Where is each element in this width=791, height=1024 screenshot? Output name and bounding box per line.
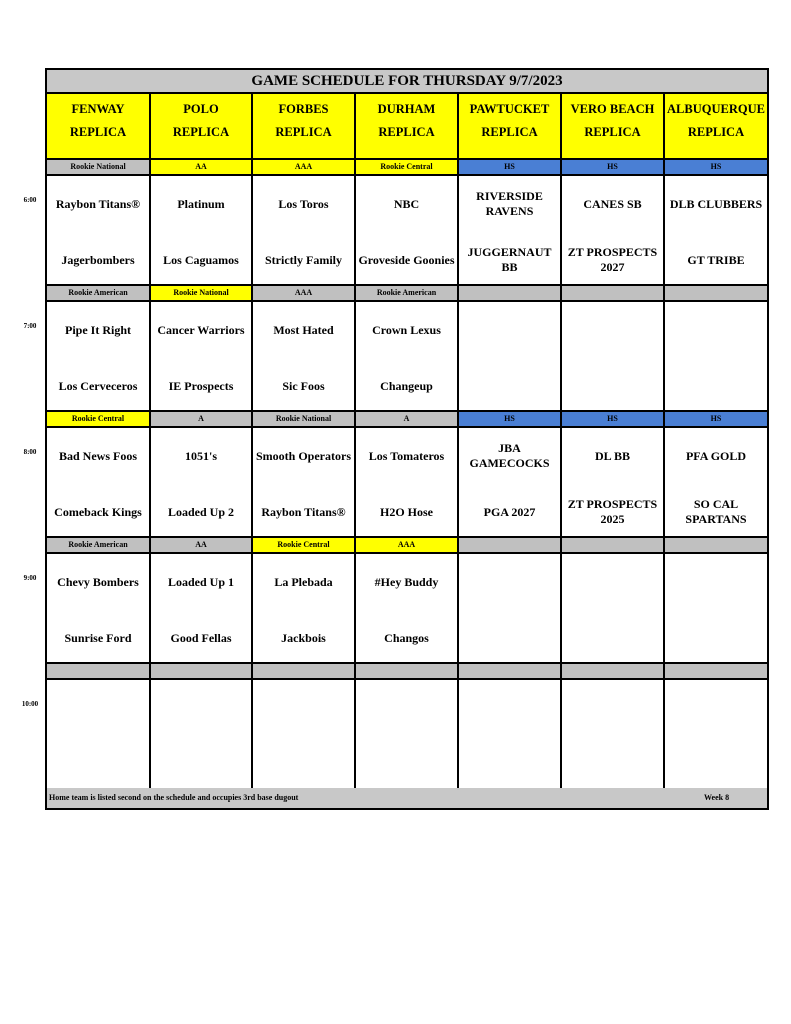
home-team	[459, 618, 560, 658]
home-team: Jagerbombers	[61, 252, 135, 267]
game-cell	[459, 302, 562, 410]
field-name: POLO	[183, 102, 219, 116]
game-cell	[665, 176, 767, 284]
division-label: HS	[562, 412, 665, 426]
away-team: PFA GOLD	[685, 448, 747, 463]
time-label: 10:00	[21, 700, 39, 708]
division-label: Rookie National	[47, 160, 151, 174]
home-team: Los Caguamos	[163, 252, 239, 267]
division-label	[459, 664, 562, 678]
away-team	[459, 688, 560, 728]
division-row	[47, 412, 767, 428]
field-name: ALBUQUERQUE	[667, 102, 765, 116]
division-label	[151, 664, 253, 678]
time-label: 9:00	[23, 574, 37, 582]
division-row	[47, 664, 767, 680]
division-label: Rookie National	[151, 286, 253, 300]
game-cell	[356, 680, 459, 788]
game-row	[47, 428, 767, 538]
division-label: Rookie Central	[253, 538, 356, 552]
field-name: FENWAY	[71, 102, 125, 116]
game-cell	[459, 680, 562, 788]
game-row	[47, 554, 767, 664]
game-cell	[356, 554, 459, 662]
game-cell	[665, 680, 767, 788]
home-team	[665, 744, 767, 784]
game-cell	[562, 302, 665, 410]
away-team: NBC	[393, 196, 420, 211]
field-header	[562, 94, 665, 158]
home-team	[459, 744, 560, 784]
away-team: 1051's	[184, 448, 217, 463]
division-label	[562, 664, 665, 678]
time-label: 6:00	[23, 196, 37, 204]
home-team: PGA 2027	[483, 504, 536, 519]
game-cell	[253, 554, 356, 662]
field-header	[151, 94, 253, 158]
division-row	[47, 538, 767, 554]
division-row	[47, 160, 767, 176]
game-cell	[47, 302, 151, 410]
home-team	[459, 366, 560, 406]
away-team: #Hey Buddy	[374, 574, 439, 589]
game-cell	[151, 176, 253, 284]
home-team	[665, 618, 767, 658]
home-team: Jackbois	[281, 630, 326, 645]
home-team	[253, 744, 354, 784]
game-cell	[665, 428, 767, 536]
home-team	[665, 366, 767, 406]
away-team	[459, 310, 560, 350]
home-team	[562, 618, 663, 658]
week-label: Week 8	[704, 793, 730, 802]
page-title: GAME SCHEDULE FOR THURSDAY 9/7/2023	[47, 70, 767, 94]
away-team	[47, 688, 149, 728]
away-team: DLB CLUBBERS	[669, 196, 763, 211]
field-header-row	[47, 94, 767, 160]
home-team: Raybon Titans®	[261, 504, 346, 519]
game-row	[47, 176, 767, 286]
field-name: FORBES	[278, 102, 329, 116]
division-label: Rookie National	[253, 412, 356, 426]
game-cell	[562, 554, 665, 662]
home-team: Sunrise Ford	[64, 630, 132, 645]
away-team: Crown Lexus	[372, 322, 441, 337]
away-team: Pipe It Right	[65, 322, 131, 337]
division-label	[562, 286, 665, 300]
home-team	[47, 744, 149, 784]
away-team: La Plebada	[274, 574, 333, 589]
home-team: Los Cerveceros	[58, 378, 138, 393]
division-label: HS	[459, 412, 562, 426]
away-team: Raybon Titans®	[55, 196, 141, 211]
division-label: A	[151, 412, 253, 426]
division-label: AA	[151, 538, 253, 552]
game-cell	[356, 302, 459, 410]
home-team: Loaded Up 2	[167, 504, 235, 519]
division-label: AAA	[253, 286, 356, 300]
division-label: AAA	[356, 538, 459, 552]
away-team	[151, 688, 251, 728]
home-team: Changos	[384, 630, 429, 645]
division-label: HS	[562, 160, 665, 174]
away-team: Bad News Foos	[58, 448, 137, 463]
game-row	[47, 302, 767, 412]
field-name: DURHAM	[377, 102, 436, 116]
division-label: AAA	[253, 160, 356, 174]
away-team: Chevy Bombers	[57, 574, 139, 589]
field-name: PAWTUCKET	[469, 102, 550, 116]
field-subtitle: REPLICA	[584, 125, 641, 139]
division-row	[47, 286, 767, 302]
away-team	[665, 310, 767, 350]
home-team: ZT PROSPECTS 2027	[567, 245, 658, 274]
home-team: Sic Foos	[282, 378, 325, 393]
schedule-table	[45, 68, 769, 810]
division-label	[253, 664, 356, 678]
away-team	[562, 688, 663, 728]
away-team: CANES SB	[583, 196, 642, 211]
away-team	[562, 310, 663, 350]
division-label	[665, 286, 767, 300]
home-team: SO CAL SPARTANS	[685, 497, 747, 526]
game-cell	[151, 554, 253, 662]
time-label: 7:00	[23, 322, 37, 330]
field-name: VERO BEACH	[570, 102, 655, 116]
time-label: 8:00	[23, 448, 37, 456]
away-team: Cancer Warriors	[157, 322, 245, 337]
home-team: GT TRIBE	[687, 252, 745, 267]
away-team: JBA GAMECOCKS	[469, 441, 550, 470]
game-cell	[459, 554, 562, 662]
away-team: Los Tomateros	[368, 448, 445, 463]
field-subtitle: REPLICA	[172, 125, 230, 139]
away-team	[459, 562, 560, 602]
game-cell	[151, 302, 253, 410]
game-cell	[562, 176, 665, 284]
division-label: A	[356, 412, 459, 426]
field-subtitle: REPLICA	[481, 125, 538, 139]
division-label: Rookie American	[47, 538, 151, 552]
game-cell	[47, 176, 151, 284]
away-team	[665, 688, 767, 728]
away-team: Smooth Operators	[256, 448, 351, 463]
division-label	[47, 664, 151, 678]
home-team: IE Prospects	[168, 378, 234, 393]
division-label	[562, 538, 665, 552]
game-cell	[151, 680, 253, 788]
division-label: HS	[459, 160, 562, 174]
home-team: JUGGERNAUT BB	[467, 245, 552, 274]
home-team	[356, 744, 457, 784]
home-team: ZT PROSPECTS 2025	[567, 497, 658, 526]
home-team: H2O Hose	[380, 504, 433, 519]
home-team: Comeback Kings	[54, 504, 142, 519]
game-cell	[253, 680, 356, 788]
division-label: Rookie American	[47, 286, 151, 300]
division-label	[356, 664, 459, 678]
game-cell	[665, 554, 767, 662]
game-cell	[151, 428, 253, 536]
division-label: Rookie Central	[356, 160, 459, 174]
field-subtitle: REPLICA	[378, 125, 435, 139]
division-label: Rookie Central	[47, 412, 151, 426]
division-label	[665, 664, 767, 678]
game-cell	[562, 680, 665, 788]
away-team	[356, 688, 457, 728]
game-cell	[459, 176, 562, 284]
game-cell	[459, 428, 562, 536]
home-team: Changeup	[380, 378, 433, 393]
home-team: Groveside Goonies	[358, 252, 455, 267]
field-header	[253, 94, 356, 158]
away-team: Most Hated	[273, 322, 334, 337]
field-header	[47, 94, 151, 158]
division-label	[459, 538, 562, 552]
field-subtitle: REPLICA	[69, 125, 127, 139]
footer-bar	[47, 788, 767, 808]
game-cell	[253, 302, 356, 410]
game-cell	[253, 428, 356, 536]
game-cell	[253, 176, 356, 284]
division-label: HS	[665, 160, 767, 174]
division-label: AA	[151, 160, 253, 174]
division-label	[459, 286, 562, 300]
game-cell	[47, 680, 151, 788]
game-cell	[47, 428, 151, 536]
game-cell	[47, 554, 151, 662]
away-team: DL BB	[594, 448, 630, 463]
field-header	[459, 94, 562, 158]
field-header	[356, 94, 459, 158]
away-team: Platinum	[177, 196, 225, 211]
game-cell	[665, 302, 767, 410]
home-team: Good Fellas	[170, 630, 232, 645]
home-team	[151, 744, 251, 784]
home-team	[562, 366, 663, 406]
game-cell	[562, 428, 665, 536]
game-cell	[356, 428, 459, 536]
game-row	[47, 680, 767, 790]
division-label	[665, 538, 767, 552]
game-cell	[356, 176, 459, 284]
field-subtitle: REPLICA	[275, 125, 332, 139]
away-team: Loaded Up 1	[167, 574, 235, 589]
away-team: RIVERSIDE RAVENS	[476, 189, 543, 218]
footer-note: Home team is listed second on the schedule and occupies 3rd base dugout	[49, 793, 299, 802]
field-header	[665, 94, 767, 158]
division-label: Rookie American	[356, 286, 459, 300]
away-team	[253, 688, 354, 728]
division-label: HS	[665, 412, 767, 426]
home-team: Strictly Family	[265, 252, 342, 267]
field-subtitle: REPLICA	[687, 125, 745, 139]
away-team: Los Toros	[278, 196, 329, 211]
away-team	[562, 562, 663, 602]
home-team	[562, 744, 663, 784]
away-team	[665, 562, 767, 602]
